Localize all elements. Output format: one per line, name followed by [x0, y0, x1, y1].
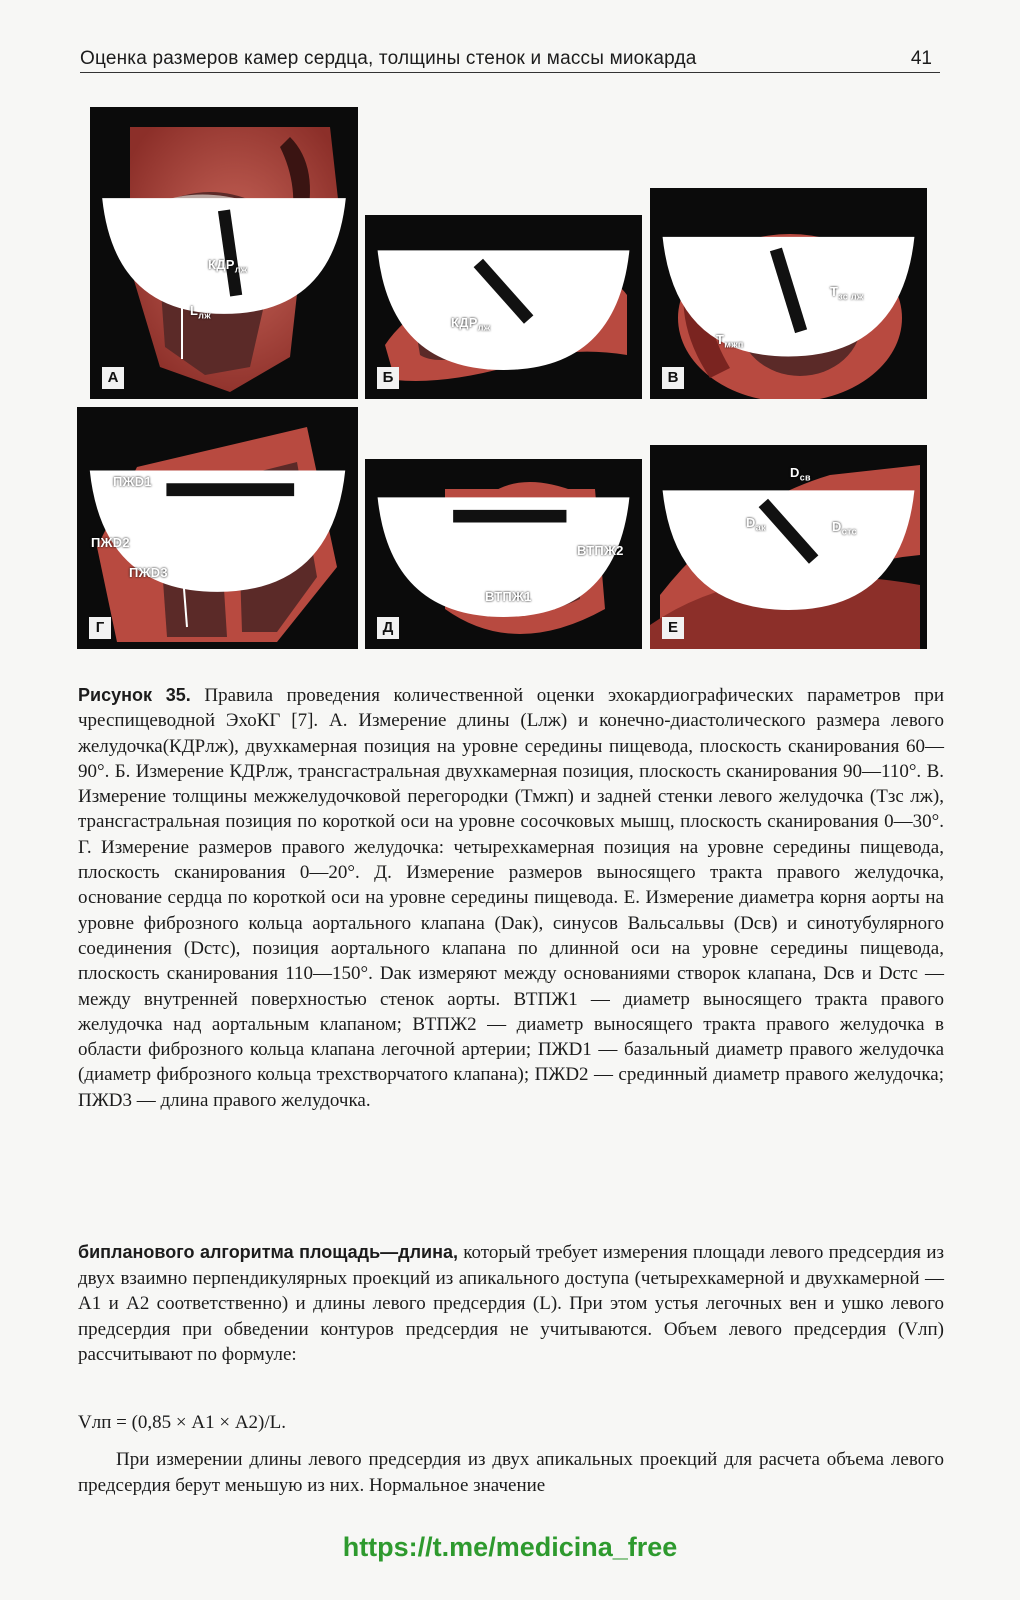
body-paragraph-2: При измерении длины левого предсердия из двух апикальных проекций для расчета объема левого предсердия берут меньшую из них. Нормальное значение — [78, 1449, 944, 1496]
body-paragraph-1-text: который требует измерения площади левого предсердия из двух взаимно перпендикулярных проекций из апикального доступа (четырехкамерной и двухкамерной — А1 и А2 соответственно) и длины левого предсердия (L). При этом устья легочных вен и ушко левого предсердия при обведении контуров предсердия не учитываются. Объем левого предсердия (Vлп) рассчитывают по формуле: — [78, 1242, 945, 1365]
running-header — [80, 46, 940, 73]
label-vtpzh1: ВТПЖ1 — [485, 589, 532, 604]
body-paragraph-1 — [78, 1240, 944, 1368]
label-d-sts: $D_{стс}$ — [832, 519, 857, 537]
figure-panel-b — [365, 215, 642, 399]
caption-text: Правила проведения количественной оценки эхокардиографических параметров при чреспищеводной ЭхоКГ [7]. А. Измерение длины (Lлж) и конечно-диастолического размера левого желудочка(КДРлж), двухкамерная позиция на уровне середины пищевода, плоскость сканирования 60—90°. Б. Измерение КДРлж, трансгастральная двухкамерная позиция, плоскость сканирования 90—110°. В. Измерение толщины межжелудочковой перегородки (Тмжп) и задней стенки левого желудочка (Тзс лж), трансгастральная позиция по короткой оси на уровне сосочковых мышц, плоскость сканирования 0—30°. Г. Измерение размеров правого желудочка: четырехкамерная позиция на уровне середины пищевода, плоскость сканирования 0—20°. Д. Измерение размеров выносящего тракта правого желудочка, основание сердца по короткой оси на уровне середины пищевода. Е. Измерение диаметра корня аорты на уровне фиброзного кольца аортального клапана (Dак), синусов Вальсальвы (Dсв) и синотубулярного соединения (Dстс), позиция аортального клапана по длинной оси на уровне середины пищевода, плоскость сканирования 110—150°. Dак измеряют между основаниями створок клапана, Dсв и Dстс — между внутренней поверхностью стенок аорты. ВТПЖ1 — диаметр выносящего тракта правого желудочка над аортальным клапаном; ВТПЖ2 — диаметр выносящего тракта правого желудочка в области фиброзного кольца клапана легочной артерии; ПЖD1 — базальный диаметр правого желудочка (диаметр фиброзного кольца трехстворчатого клапана); ПЖD2 — срединный диаметр правого желудочка; ПЖD3 — длина правого желудочка. — [78, 685, 945, 1111]
label-kdr-lzh: $КДР_{лж}$ — [451, 315, 491, 333]
caption-lead: Рисунок 35. — [78, 685, 191, 705]
panel-letter-b: Б — [377, 367, 399, 389]
panel-letter-e: Е — [662, 617, 684, 639]
figure-panel-v — [650, 188, 927, 399]
figure-panel-d — [365, 459, 642, 649]
probe-orientation-icon — [650, 445, 927, 649]
page-number: 41 — [910, 48, 932, 69]
figure-panel-e — [650, 445, 927, 649]
probe-orientation-icon — [365, 215, 642, 399]
panel-letter-d: Д — [377, 617, 399, 639]
panel-letter-v: В — [662, 367, 684, 389]
figure-panel-a — [90, 107, 358, 399]
probe-orientation-icon — [77, 407, 358, 649]
figure-caption — [78, 683, 944, 1113]
label-pzhd1: ПЖD1 — [113, 474, 152, 489]
label-pzhd3: ПЖD3 — [129, 565, 168, 580]
formula-vlp: Vлп = (0,85 × А1 × А2)/L. — [78, 1412, 286, 1433]
label-d-ak: $D_{ак}$ — [746, 515, 766, 533]
panel-letter-a: А — [102, 367, 124, 389]
label-t-zs-lzh: $Т_{зс лж}$ — [830, 284, 864, 302]
label-t-mzhp: $Т_{мжп}$ — [716, 332, 744, 350]
panel-letter-g: Г — [89, 617, 111, 639]
probe-orientation-icon — [90, 107, 358, 399]
label-l-lzh: $L_{лж}$ — [190, 303, 211, 321]
footer-telegram-link[interactable]: https://t.me/medicina_free — [342, 1532, 678, 1562]
probe-orientation-icon — [650, 188, 927, 399]
body-lead-bold: бипланового алгоритма площадь—длина, — [78, 1242, 458, 1262]
label-vtpzh2: ВТПЖ2 — [577, 543, 624, 558]
label-d-sv: $D_{св}$ — [790, 465, 811, 483]
label-kdr-lzh: $КДР_{лж}$ — [208, 257, 248, 275]
running-title: Оценка размеров камер сердца, толщины стенок и массы миокарда — [80, 48, 697, 69]
figure-panel-g — [77, 407, 358, 649]
label-pzhd2: ПЖD2 — [91, 535, 130, 550]
